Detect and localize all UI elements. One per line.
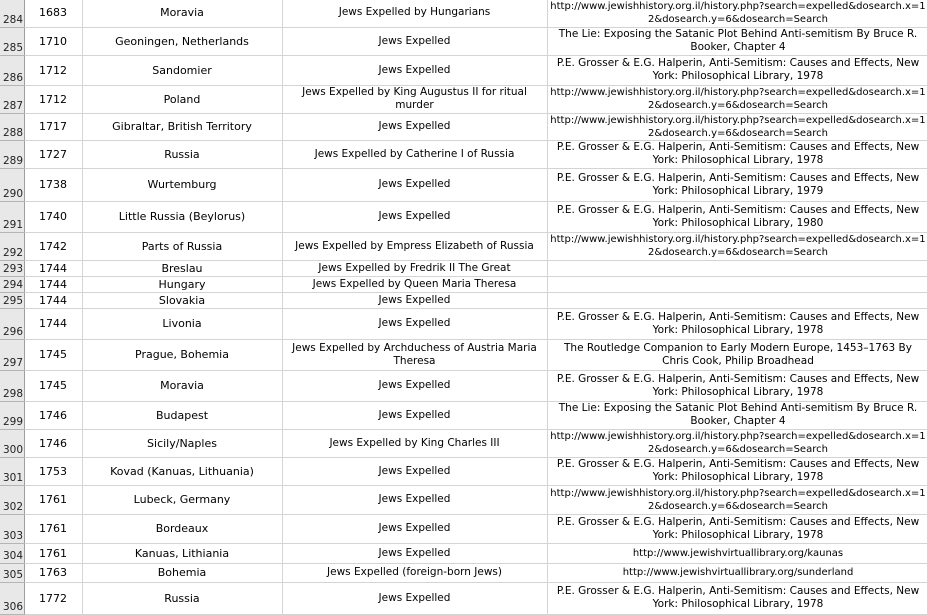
table-row[interactable]: [0, 85, 927, 113]
cell-year[interactable]: 1761: [24, 543, 82, 563]
table-row[interactable]: [0, 0, 927, 27]
cell-place[interactable]: Kanuas, Lithiania: [82, 543, 282, 563]
cell-place[interactable]: Hungary: [82, 276, 282, 292]
cell-event[interactable]: Jews Expelled: [282, 55, 547, 85]
cell-place[interactable]: Little Russia (Beylorus): [82, 201, 282, 232]
cell-source[interactable]: http://www.jewishhistory.org.il/history.php?search=expelled&dosearch.x=12&dosearch.y=6&dosearch=Search: [547, 232, 927, 260]
cell-year[interactable]: 1772: [24, 582, 82, 614]
row-header[interactable]: 292: [0, 232, 24, 260]
cell-year[interactable]: 1744: [24, 292, 82, 308]
cell-year[interactable]: 1761: [24, 514, 82, 543]
row-header[interactable]: 291: [0, 201, 24, 232]
row-header[interactable]: 301: [0, 457, 24, 485]
cell-place[interactable]: Gibraltar, British Territory: [82, 113, 282, 140]
cell-source[interactable]: P.E. Grosser & E.G. Halperin, Anti-Semitism: Causes and Effects, New York: Philosophical Library, 1978: [547, 514, 927, 543]
row-header[interactable]: 286: [0, 55, 24, 85]
cell-source[interactable]: http://www.jewishvirtuallibrary.org/sunderland: [547, 563, 927, 582]
cell-place[interactable]: Breslau: [82, 260, 282, 276]
table-row[interactable]: [0, 308, 927, 339]
cell-source[interactable]: P.E. Grosser & E.G. Halperin, Anti-Semitism: Causes and Effects, New York: Philosophical Library, 1978: [547, 457, 927, 485]
cell-source[interactable]: P.E. Grosser & E.G. Halperin, Anti-Semitism: Causes and Effects, New York: Philosophical Library, 1980: [547, 201, 927, 232]
cell-place[interactable]: Wurtemburg: [82, 168, 282, 201]
row-header[interactable]: 294: [0, 276, 24, 292]
cell-event[interactable]: Jews Expelled by King Augustus II for ritual murder: [282, 85, 547, 113]
table-row[interactable]: [0, 140, 927, 168]
table-row[interactable]: [0, 232, 927, 260]
cell-event[interactable]: Jews Expelled by Empress Elizabeth of Russia: [282, 232, 547, 260]
cell-event[interactable]: Jews Expelled: [282, 543, 547, 563]
table-row[interactable]: [0, 563, 927, 582]
table-row[interactable]: [0, 370, 927, 401]
cell-year[interactable]: 1710: [24, 27, 82, 55]
cell-year[interactable]: 1761: [24, 485, 82, 514]
cell-source[interactable]: [547, 260, 927, 276]
table-row[interactable]: [0, 582, 927, 614]
table-row[interactable]: [0, 113, 927, 140]
cell-source[interactable]: http://www.jewishhistory.org.il/history.php?search=expelled&dosearch.x=12&dosearch.y=6&dosearch=Search: [547, 113, 927, 140]
cell-event[interactable]: Jews Expelled: [282, 485, 547, 514]
cell-source[interactable]: http://www.jewishvirtuallibrary.org/kaunas: [547, 543, 927, 563]
table-row[interactable]: [0, 429, 927, 457]
cell-event[interactable]: Jews Expelled: [282, 514, 547, 543]
table-row[interactable]: [0, 168, 927, 201]
table-row[interactable]: [0, 457, 927, 485]
cell-event[interactable]: Jews Expelled: [282, 457, 547, 485]
cell-event[interactable]: Jews Expelled: [282, 168, 547, 201]
table-row[interactable]: [0, 543, 927, 563]
cell-year[interactable]: 1717: [24, 113, 82, 140]
cell-place[interactable]: Parts of Russia: [82, 232, 282, 260]
cell-place[interactable]: Russia: [82, 140, 282, 168]
row-header[interactable]: 296: [0, 308, 24, 339]
cell-place[interactable]: Kovad (Kanuas, Lithuania): [82, 457, 282, 485]
cell-place[interactable]: Poland: [82, 85, 282, 113]
row-header[interactable]: 287: [0, 85, 24, 113]
cell-source[interactable]: P.E. Grosser & E.G. Halperin, Anti-Semitism: Causes and Effects, New York: Philosophical Library, 1978: [547, 140, 927, 168]
cell-source[interactable]: P.E. Grosser & E.G. Halperin, Anti-Semitism: Causes and Effects, New York: Philosophical Library, 1978: [547, 582, 927, 614]
row-header[interactable]: 293: [0, 260, 24, 276]
row-header[interactable]: 302: [0, 485, 24, 514]
cell-year[interactable]: 1683: [24, 0, 82, 27]
row-header[interactable]: 288: [0, 113, 24, 140]
cell-source[interactable]: [547, 276, 927, 292]
table-row[interactable]: [0, 292, 927, 308]
cell-year[interactable]: 1744: [24, 308, 82, 339]
row-header[interactable]: 306: [0, 582, 24, 614]
row-header[interactable]: 290: [0, 168, 24, 201]
cell-source[interactable]: P.E. Grosser & E.G. Halperin, Anti-Semitism: Causes and Effects, New York: Philosophical Library, 1978: [547, 308, 927, 339]
cell-event[interactable]: Jews Expelled by Fredrik II The Great: [282, 260, 547, 276]
table-row[interactable]: [0, 514, 927, 543]
cell-year[interactable]: 1727: [24, 140, 82, 168]
cell-event[interactable]: Jews Expelled by King Charles III: [282, 429, 547, 457]
cell-year[interactable]: 1746: [24, 429, 82, 457]
cell-year[interactable]: 1742: [24, 232, 82, 260]
table-row[interactable]: [0, 260, 927, 276]
row-header[interactable]: 285: [0, 27, 24, 55]
cell-event[interactable]: Jews Expelled by Hungarians: [282, 0, 547, 27]
row-header[interactable]: 289: [0, 140, 24, 168]
cell-year[interactable]: 1763: [24, 563, 82, 582]
cell-year[interactable]: 1744: [24, 260, 82, 276]
cell-event[interactable]: Jews Expelled by Catherine I of Russia: [282, 140, 547, 168]
cell-place[interactable]: Moravia: [82, 370, 282, 401]
row-header[interactable]: 299: [0, 401, 24, 429]
cell-place[interactable]: Slovakia: [82, 292, 282, 308]
table-row[interactable]: [0, 55, 927, 85]
row-header[interactable]: 297: [0, 339, 24, 370]
cell-event[interactable]: Jews Expelled: [282, 201, 547, 232]
cell-place[interactable]: Sicily/Naples: [82, 429, 282, 457]
cell-year[interactable]: 1712: [24, 55, 82, 85]
cell-event[interactable]: Jews Expelled: [282, 401, 547, 429]
cell-event[interactable]: Jews Expelled: [282, 292, 547, 308]
cell-year[interactable]: 1745: [24, 339, 82, 370]
cell-place[interactable]: Geoningen, Netherlands: [82, 27, 282, 55]
cell-year[interactable]: 1738: [24, 168, 82, 201]
cell-year[interactable]: 1740: [24, 201, 82, 232]
table-row[interactable]: [0, 401, 927, 429]
row-header[interactable]: 304: [0, 543, 24, 563]
cell-place[interactable]: Prague, Bohemia: [82, 339, 282, 370]
table-row[interactable]: [0, 201, 927, 232]
cell-place[interactable]: Russia: [82, 582, 282, 614]
cell-place[interactable]: Sandomier: [82, 55, 282, 85]
cell-source[interactable]: http://www.jewishhistory.org.il/history.php?search=expelled&dosearch.x=12&dosearch.y=6&dosearch=Search: [547, 85, 927, 113]
cell-place[interactable]: Livonia: [82, 308, 282, 339]
cell-event[interactable]: Jews Expelled: [282, 27, 547, 55]
cell-source[interactable]: http://www.jewishhistory.org.il/history.php?search=expelled&dosearch.x=12&dosearch.y=6&dosearch=Search: [547, 0, 927, 27]
cell-source[interactable]: P.E. Grosser & E.G. Halperin, Anti-Semitism: Causes and Effects, New York: Philosophical Library, 1978: [547, 370, 927, 401]
cell-place[interactable]: Bordeaux: [82, 514, 282, 543]
row-header[interactable]: 298: [0, 370, 24, 401]
cell-place[interactable]: Lubeck, Germany: [82, 485, 282, 514]
cell-place[interactable]: Moravia: [82, 0, 282, 27]
cell-event[interactable]: Jews Expelled: [282, 582, 547, 614]
cell-year[interactable]: 1753: [24, 457, 82, 485]
cell-place[interactable]: Bohemia: [82, 563, 282, 582]
cell-year[interactable]: 1712: [24, 85, 82, 113]
cell-event[interactable]: Jews Expelled by Archduchess of Austria Maria Theresa: [282, 339, 547, 370]
cell-source[interactable]: P.E. Grosser & E.G. Halperin, Anti-Semitism: Causes and Effects, New York: Philosophical Library, 1978: [547, 55, 927, 85]
cell-source[interactable]: http://www.jewishhistory.org.il/history.php?search=expelled&dosearch.x=12&dosearch.y=6&dosearch=Search: [547, 429, 927, 457]
cell-source[interactable]: The Routledge Companion to Early Modern Europe, 1453–1763 By Chris Cook, Philip Broadhead: [547, 339, 927, 370]
cell-source[interactable]: The Lie: Exposing the Satanic Plot Behind Anti-semitism By Bruce R. Booker, Chapter 4: [547, 27, 927, 55]
cell-source[interactable]: The Lie: Exposing the Satanic Plot Behind Anti-semitism By Bruce R. Booker, Chapter 4: [547, 401, 927, 429]
cell-year[interactable]: 1744: [24, 276, 82, 292]
cell-event[interactable]: Jews Expelled: [282, 370, 547, 401]
cell-year[interactable]: 1745: [24, 370, 82, 401]
row-header[interactable]: 300: [0, 429, 24, 457]
cell-source[interactable]: P.E. Grosser & E.G. Halperin, Anti-Semitism: Causes and Effects, New York: Philosophical Library, 1979: [547, 168, 927, 201]
row-header[interactable]: 284: [0, 0, 24, 27]
cell-event[interactable]: Jews Expelled by Queen Maria Theresa: [282, 276, 547, 292]
cell-source[interactable]: http://www.jewishhistory.org.il/history.php?search=expelled&dosearch.x=12&dosearch.y=6&dosearch=Search: [547, 485, 927, 514]
cell-source[interactable]: [547, 292, 927, 308]
cell-place[interactable]: Budapest: [82, 401, 282, 429]
row-header[interactable]: 305: [0, 563, 24, 582]
table-row[interactable]: [0, 276, 927, 292]
cell-year[interactable]: 1746: [24, 401, 82, 429]
table-row[interactable]: [0, 339, 927, 370]
cell-event[interactable]: Jews Expelled: [282, 113, 547, 140]
cell-event[interactable]: Jews Expelled (foreign-born Jews): [282, 563, 547, 582]
row-header[interactable]: 295: [0, 292, 24, 308]
row-header[interactable]: 303: [0, 514, 24, 543]
table-row[interactable]: [0, 485, 927, 514]
table-row[interactable]: [0, 27, 927, 55]
cell-event[interactable]: Jews Expelled: [282, 308, 547, 339]
